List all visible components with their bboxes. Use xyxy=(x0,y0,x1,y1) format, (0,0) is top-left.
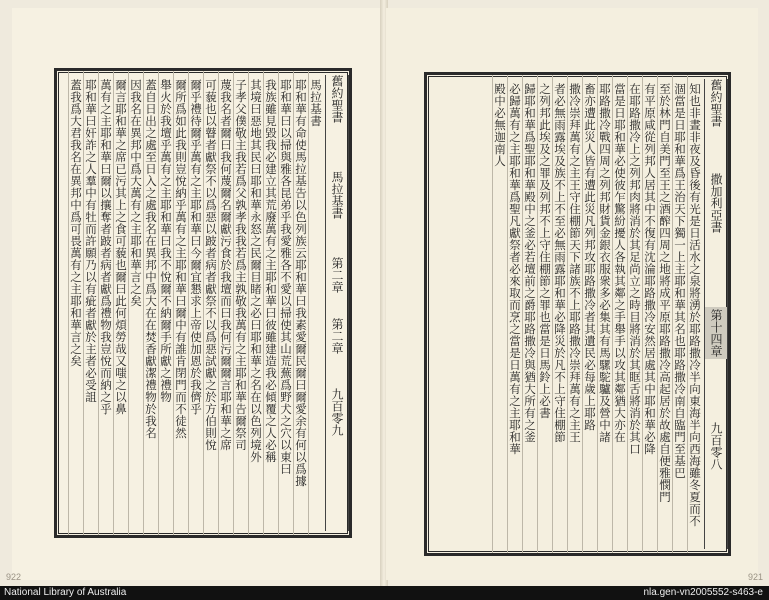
section-title: 撒加利亞書 xyxy=(709,172,723,233)
column-rule xyxy=(83,71,84,535)
chapter-label: 第十四章 xyxy=(705,307,727,359)
column-rule xyxy=(522,75,523,553)
right-page xyxy=(386,8,758,580)
text-column: 爾乎禮待爾乎萬有之主耶和華曰今爾宜懇求上帝使加恩於我儕乎 xyxy=(189,79,203,415)
column-rule xyxy=(597,75,598,553)
right-page-header xyxy=(704,79,728,549)
library-credit: National Library of Australia xyxy=(4,587,127,598)
column-rule xyxy=(218,71,219,535)
chapter-label: 第二章 xyxy=(330,256,344,293)
column-rule xyxy=(68,71,69,535)
column-rule xyxy=(128,71,129,535)
left-margin-mark: 922 xyxy=(6,572,22,582)
section-title: 馬拉基書 xyxy=(330,170,344,219)
column-rule xyxy=(492,75,493,553)
text-column: 爾所爲如此我則豈悅納乎萬有之主耶和華曰爾中有誰肯閉門而不徒然 xyxy=(174,79,188,439)
column-rule xyxy=(672,75,673,553)
column-rule xyxy=(263,71,264,535)
column-rule xyxy=(293,71,294,535)
column-rule xyxy=(248,71,249,535)
text-column: 必歸萬有之主耶和華爲聖凡獻祭者必來取而烹之當是日萬有之主耶和華 xyxy=(508,83,522,455)
text-column: 耶路撒冷戰四周之列邦財貨金銀衣服衆多必集其有馬騾駝驢及營中諸 xyxy=(598,83,612,443)
text-column: 爾言耶和華之席已污其上之食可藐也爾曰此何煩勞哉又嗤之以鼻 xyxy=(114,79,128,415)
text-column: 舉火於我壇乎萬有之主耶和華曰我不悅爾不納爾手所獻之禮物 xyxy=(159,79,173,403)
text-column: 蓋自日出之處至日入之處我名在異邦中爲大在在焚香獻潔禮物於我名 xyxy=(144,79,158,439)
text-column: 涸當是日耶和華爲王治天下獨一上主耶和華其名也耶路撒冷南自臨門至基巴 xyxy=(673,83,687,479)
text-column: 蓋我爲大君我名在異邦中爲可畏萬有之主耶和華言之矣 xyxy=(69,79,83,367)
text-column: 知也非晝非夜及昏後有光是日活水之泉將湧於耶路撒冷半向東海半向西海雖冬夏而不 xyxy=(688,83,702,527)
column-rule xyxy=(278,71,279,535)
text-column: 當是日耶和華必使彼乍驚紛擾人各執其鄰之手舉手以攻其鄰猶大亦在 xyxy=(613,83,627,443)
column-rule xyxy=(203,71,204,535)
footer-bar xyxy=(0,586,769,600)
left-page-header xyxy=(325,75,349,531)
column-rule xyxy=(627,75,628,553)
column-rule xyxy=(507,75,508,553)
text-column: 殿中必無迦南人 xyxy=(493,83,507,167)
column-rule xyxy=(98,71,99,535)
column-rule xyxy=(567,75,568,553)
text-column: 在耶路撒冷上之列邦肉將消於其足尚立之時目將消於其眶舌將消於其口 xyxy=(628,83,642,455)
left-page xyxy=(12,8,382,580)
column-rule xyxy=(687,75,688,553)
text-column: 耶和華有命使馬拉基告以色列族云耶和華曰我素愛爾民爾曰爾愛余有何以爲據 xyxy=(294,79,308,487)
text-column: 馬拉基書 xyxy=(309,79,323,127)
column-rule xyxy=(582,75,583,553)
text-column: 可藐也以瞽者獻祭不以爲惡以跛者病者獻祭不以爲惡試獻之於方伯則悅 xyxy=(204,79,218,451)
column-rule xyxy=(642,75,643,553)
column-rule xyxy=(143,71,144,535)
text-column: 耶和華曰以掃與雅各昆弟乎我愛雅各不愛以掃使其山荒蕪爲野犬之穴以東曰 xyxy=(279,79,293,475)
book-title: 舊約聖書 xyxy=(709,79,723,127)
text-column: 畜亦遭此災人皆有遭此災凡列邦攻耶路撒冷者其遺民必每歲上耶路 xyxy=(583,83,597,431)
column-rule xyxy=(308,71,309,535)
right-text-frame xyxy=(424,72,731,556)
column-rule xyxy=(612,75,613,553)
column-rule xyxy=(113,71,114,535)
column-rule xyxy=(158,71,159,535)
book-title: 舊約聖書 xyxy=(330,75,344,123)
text-column: 之列邦此埃及之罪及列邦不上守住棚節之罪也當是日馬鈴上必書 xyxy=(538,83,552,419)
text-column: 耶和華曰奸詐之人羣中有牡而許願乃以有疵者獻於主者必受詛 xyxy=(84,79,98,403)
column-rule xyxy=(657,75,658,553)
text-column: 蔑我名者爾曰我何蔑爾名爾獻污食於我壇而曰我何污爾爾言耶和華之席 xyxy=(219,79,233,451)
column-rule xyxy=(552,75,553,553)
page-number: 九百零八 xyxy=(709,422,723,471)
text-column: 萬有之主耶和華曰爾以攘奪者跛者病者獻爲禮物我豈悅而納之乎 xyxy=(99,79,113,415)
text-column: 者必無雨露埃及族不上不至必無雨露耶和華必降災於凡不上守住棚節 xyxy=(553,83,567,443)
text-column: 至於林門自美門至王之酒醡四周之地將成平原耶路撒冷高起居於故處自便雅憫門 xyxy=(658,83,672,503)
text-column: 其境曰惡地其民曰耶和華永怒之民爾目睹之必曰耶和華之名在以色列境外 xyxy=(249,79,263,463)
text-column: 歸耶和華爲聖耶和華殿中之釜必若壇前之爵耶路撒冷與猶大所有之釜 xyxy=(523,83,537,443)
record-identifier: nla.gen-vn2005552-s463-e xyxy=(643,587,763,598)
right-margin-mark: 921 xyxy=(748,572,764,582)
column-rule xyxy=(188,71,189,535)
text-column: 子孝父僕敬主我若爲父孰孝我我若爲主孰敬我萬有之主耶和華告爾祭司 xyxy=(234,79,248,451)
text-column: 撒冷崇拜萬有之主王守住棚節天下諸族不上耶路撒冷崇拜萬有之主王 xyxy=(568,83,582,443)
text-column: 我族雖見毀我必建立其荒廢萬有之主耶和華曰彼雖建造我必傾覆之人必稱 xyxy=(264,79,278,463)
text-column: 因我名在異邦中爲大萬有之主耶和華言之矣 xyxy=(129,79,143,307)
column-rule xyxy=(173,71,174,535)
chapter-label-secondary: 第二章 xyxy=(330,318,344,355)
left-text-frame xyxy=(54,68,352,538)
column-rule xyxy=(233,71,234,535)
column-rule xyxy=(537,75,538,553)
page-number: 九百零九 xyxy=(330,388,344,437)
text-column: 有平原咸從列邦人居其中不復有沈淪耶路撒冷安然居處其中耶和華必降 xyxy=(643,83,657,455)
